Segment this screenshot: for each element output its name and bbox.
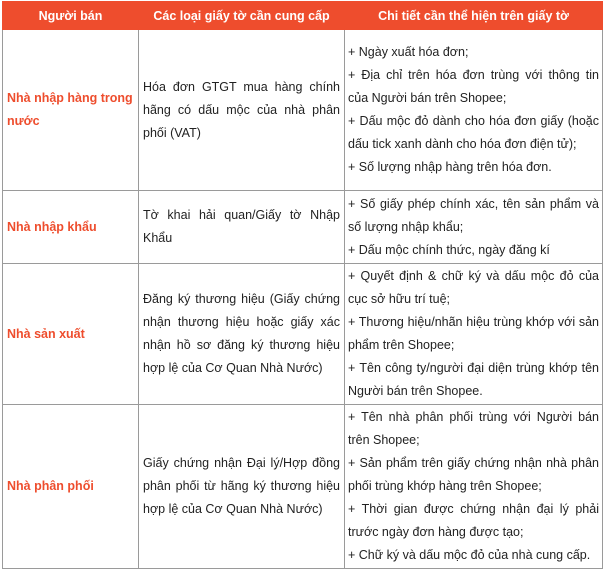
detail-item: + Chữ ký và dấu mộc đỏ của nhà cung cấp. bbox=[348, 548, 591, 562]
details-cell bbox=[345, 191, 603, 264]
table-row bbox=[3, 264, 603, 405]
detail-item: + Số lượng nhập hàng trên hóa đơn. bbox=[348, 160, 552, 174]
detail-item: + Thời gian được chứng nhận đại lý phải trước ngày đơn hàng được tạo; bbox=[348, 502, 599, 539]
detail-item: + Sản phẩm trên giấy chứng nhận nhà phân phối trùng khớp hàng trên Shopee; bbox=[348, 456, 599, 493]
documents-cell: Hóa đơn GTGT mua hàng chính hãng có dấu mộc của nhà phân phối (VAT) bbox=[139, 30, 345, 191]
table-row bbox=[3, 30, 603, 191]
seller-cell: Nhà nhập khẩu bbox=[3, 191, 139, 264]
header-seller: Người bán bbox=[3, 2, 139, 30]
detail-item: + Dấu mộc đỏ dành cho hóa đơn giấy (hoặc dấu tick xanh dành cho hóa đơn điện tử); bbox=[348, 114, 599, 151]
documents-cell: Tờ khai hải quan/Giấy tờ Nhập Khẩu bbox=[139, 191, 345, 264]
detail-item: + Địa chỉ trên hóa đơn trùng với thông tin của Người bán trên Shopee; bbox=[348, 68, 599, 105]
detail-item: + Tên công ty/người đại diện trùng khớp tên Người bán trên Shopee. bbox=[348, 361, 599, 398]
detail-item: + Tên nhà phân phối trùng với Người bán trên Shopee; bbox=[348, 410, 599, 447]
seller-cell: Nhà nhập hàng trong nước bbox=[3, 30, 139, 191]
detail-item: + Ngày xuất hóa đơn; bbox=[348, 45, 469, 59]
table-row bbox=[3, 191, 603, 264]
seller-cell: Nhà sản xuất bbox=[3, 264, 139, 405]
detail-item: + Thương hiệu/nhãn hiệu trùng khớp với sản phẩm trên Shopee; bbox=[348, 315, 599, 352]
documents-cell: Đăng ký thương hiệu (Giấy chứng nhận thương hiệu hoặc giấy xác nhận hồ sơ đăng ký thương hiệu hợp lệ của Cơ Quan Nhà Nước) bbox=[139, 264, 345, 405]
details-cell bbox=[345, 264, 603, 405]
documents-cell: Giấy chứng nhận Đại lý/Hợp đồng phân phối từ hãng ký thương hiệu hợp lệ của Cơ Quan Nhà Nước) bbox=[139, 405, 345, 569]
detail-item: + Quyết định & chữ ký và dấu mộc đỏ của cục sở hữu trí tuệ; bbox=[348, 269, 599, 306]
table-row bbox=[3, 405, 603, 569]
details-cell bbox=[345, 30, 603, 191]
header-details: Chi tiết cần thể hiện trên giấy tờ bbox=[345, 2, 603, 30]
detail-item: + Số giấy phép chính xác, tên sản phẩm và số lượng nhập khẩu; bbox=[348, 196, 599, 234]
header-row bbox=[3, 2, 603, 30]
header-documents: Các loại giấy tờ cần cung cấp bbox=[139, 2, 345, 30]
details-cell bbox=[345, 405, 603, 569]
seller-cell: Nhà phân phối bbox=[3, 405, 139, 569]
requirements-table bbox=[2, 1, 603, 569]
detail-item: + Dấu mộc chính thức, ngày đăng kí bbox=[348, 242, 550, 257]
